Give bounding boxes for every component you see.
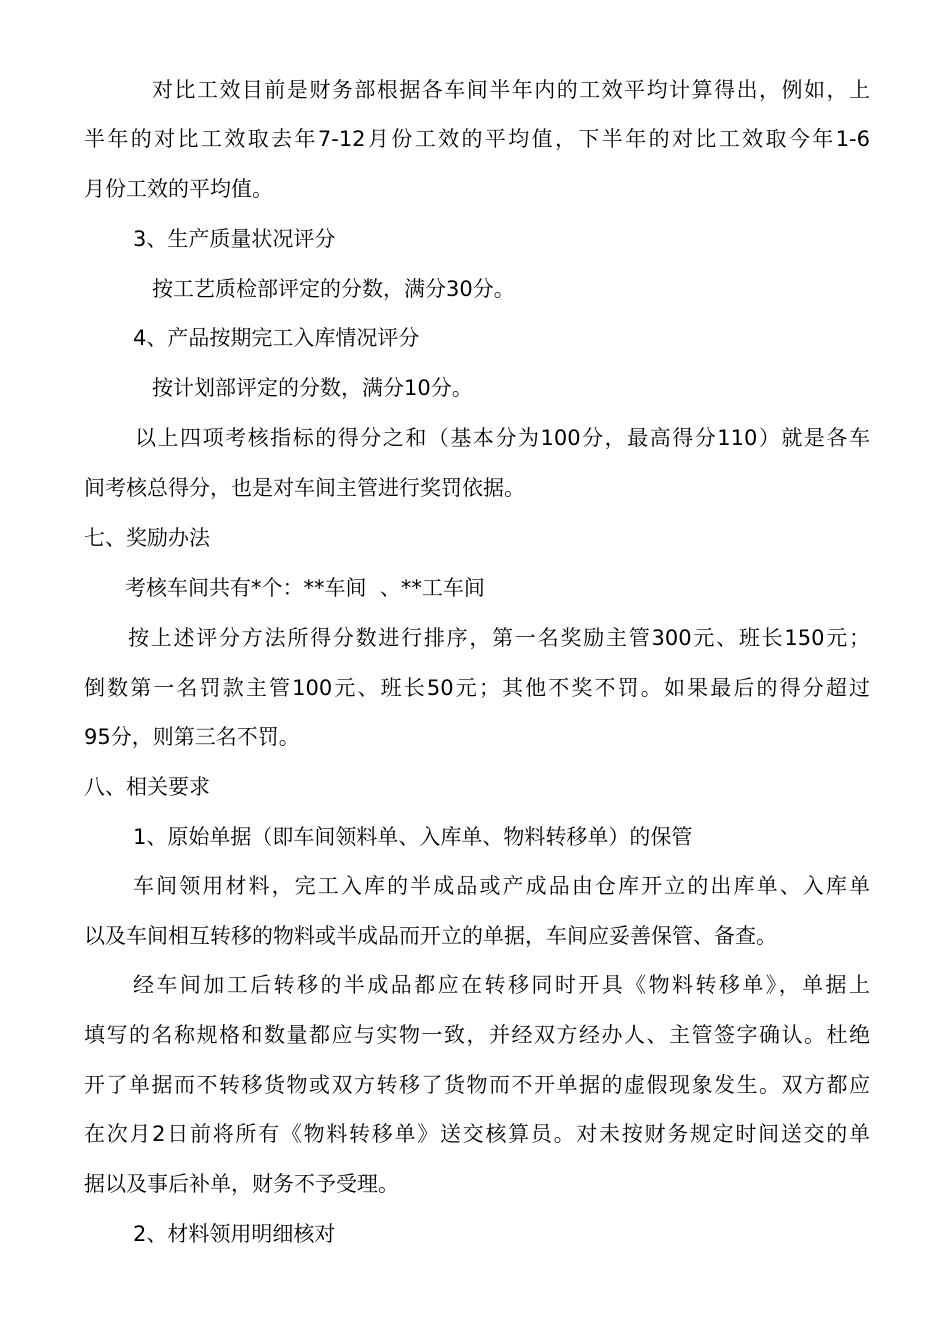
text-line: 开了单据而不转移货物或双方转移了货物而不开单据的虚假现象发生。双方都应 [84, 1073, 870, 1097]
text-line: 经车间加工后转移的半成品都应在转移同时开具《物料转移单》，单据上 [133, 973, 870, 997]
section-heading: 1、原始单据（即车间领料单、入库单、物料转移单）的保管 [133, 825, 693, 849]
text-line: 按工艺质检部评定的分数，满分30分。 [152, 277, 515, 301]
section-heading: 4、产品按期完工入库情况评分 [133, 326, 420, 350]
section-heading: 七、奖励办法 [84, 526, 210, 550]
text-line: 对比工效目前是财务部根据各车间半年内的工效平均计算得出，例如，上 [152, 78, 870, 102]
text-line: 95分，则第三名不罚。 [84, 725, 300, 749]
section-heading: 八、相关要求 [84, 775, 210, 799]
text-line: 车间领用材料，完工入库的半成品或产成品由仓库开立的出库单、入库单 [133, 874, 870, 898]
text-line: 半年的对比工效取去年7-12月份工效的平均值，下半年的对比工效取今年1-6 [84, 127, 870, 151]
text-line: 以及车间相互转移的物料或半成品而开立的单据，车间应妥善保管、备查。 [84, 924, 777, 948]
text-line: 按上述评分方法所得分数进行排序，第一名奖励主管300元、班长150元； [128, 626, 870, 650]
section-heading: 2、材料领用明细核对 [133, 1222, 336, 1246]
text-line: 间考核总得分，也是对车间主管进行奖罚依据。 [84, 476, 525, 500]
text-line: 倒数第一名罚款主管100元、班长50元；其他不奖不罚。如果最后的得分超过 [84, 676, 870, 700]
text-line: 按计划部评定的分数，满分10分。 [152, 376, 473, 400]
text-line: 据以及事后补单，财务不予受理。 [84, 1172, 399, 1196]
text-line: 在次月2日前将所有《物料转移单》送交核算员。对未按财务规定时间送交的单 [84, 1122, 870, 1146]
text-line: 月份工效的平均值。 [84, 177, 273, 201]
text-line: 以上四项考核指标的得分之和（基本分为100分，最高得分110）就是各车 [135, 426, 870, 450]
section-heading: 3、生产质量状况评分 [133, 227, 336, 251]
text-line: 考核车间共有*个：**车间 、**工车间 [125, 576, 485, 600]
text-line: 填写的名称规格和数量都应与实物一致，并经双方经办人、主管签字确认。杜绝 [84, 1023, 870, 1047]
